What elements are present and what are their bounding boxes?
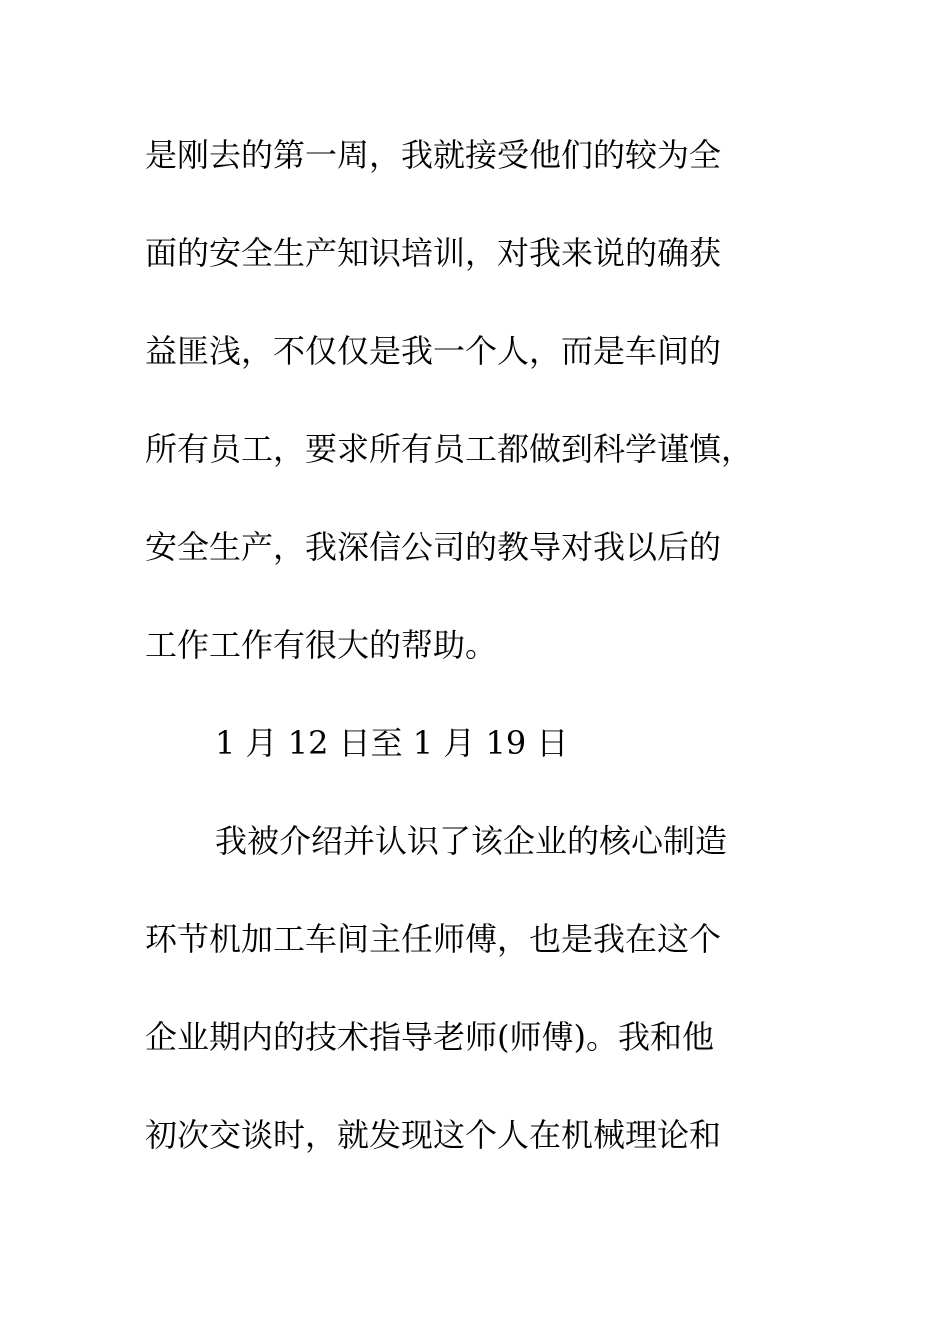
body-text-line: 初次交谈时，就发现这个人在机械理论和 — [145, 1116, 722, 1154]
body-text-line: 益匪浅，不仅仅是我一个人，而是车间的 — [145, 332, 722, 370]
date-range-heading: 1 月 12 日至 1 月 19 日 — [215, 724, 569, 762]
body-text-line: 面的安全生产知识培训，对我来说的确获 — [145, 234, 722, 272]
body-text-line: 安全生产，我深信公司的教导对我以后的 — [145, 528, 722, 566]
body-text-line: 企业期内的技术指导老师(师傅)。我和他 — [145, 1018, 714, 1056]
body-text-line: 环节机加工车间主任师傅，也是我在这个 — [145, 920, 722, 958]
body-text-line: 所有员工，要求所有员工都做到科学谨慎， — [145, 430, 754, 468]
body-text-line: 工作工作有很大的帮助。 — [145, 626, 498, 664]
body-text-line: 是刚去的第一周，我就接受他们的较为全 — [145, 136, 722, 174]
paragraph-start-line: 我被介绍并认识了该企业的核心制造 — [215, 822, 728, 860]
